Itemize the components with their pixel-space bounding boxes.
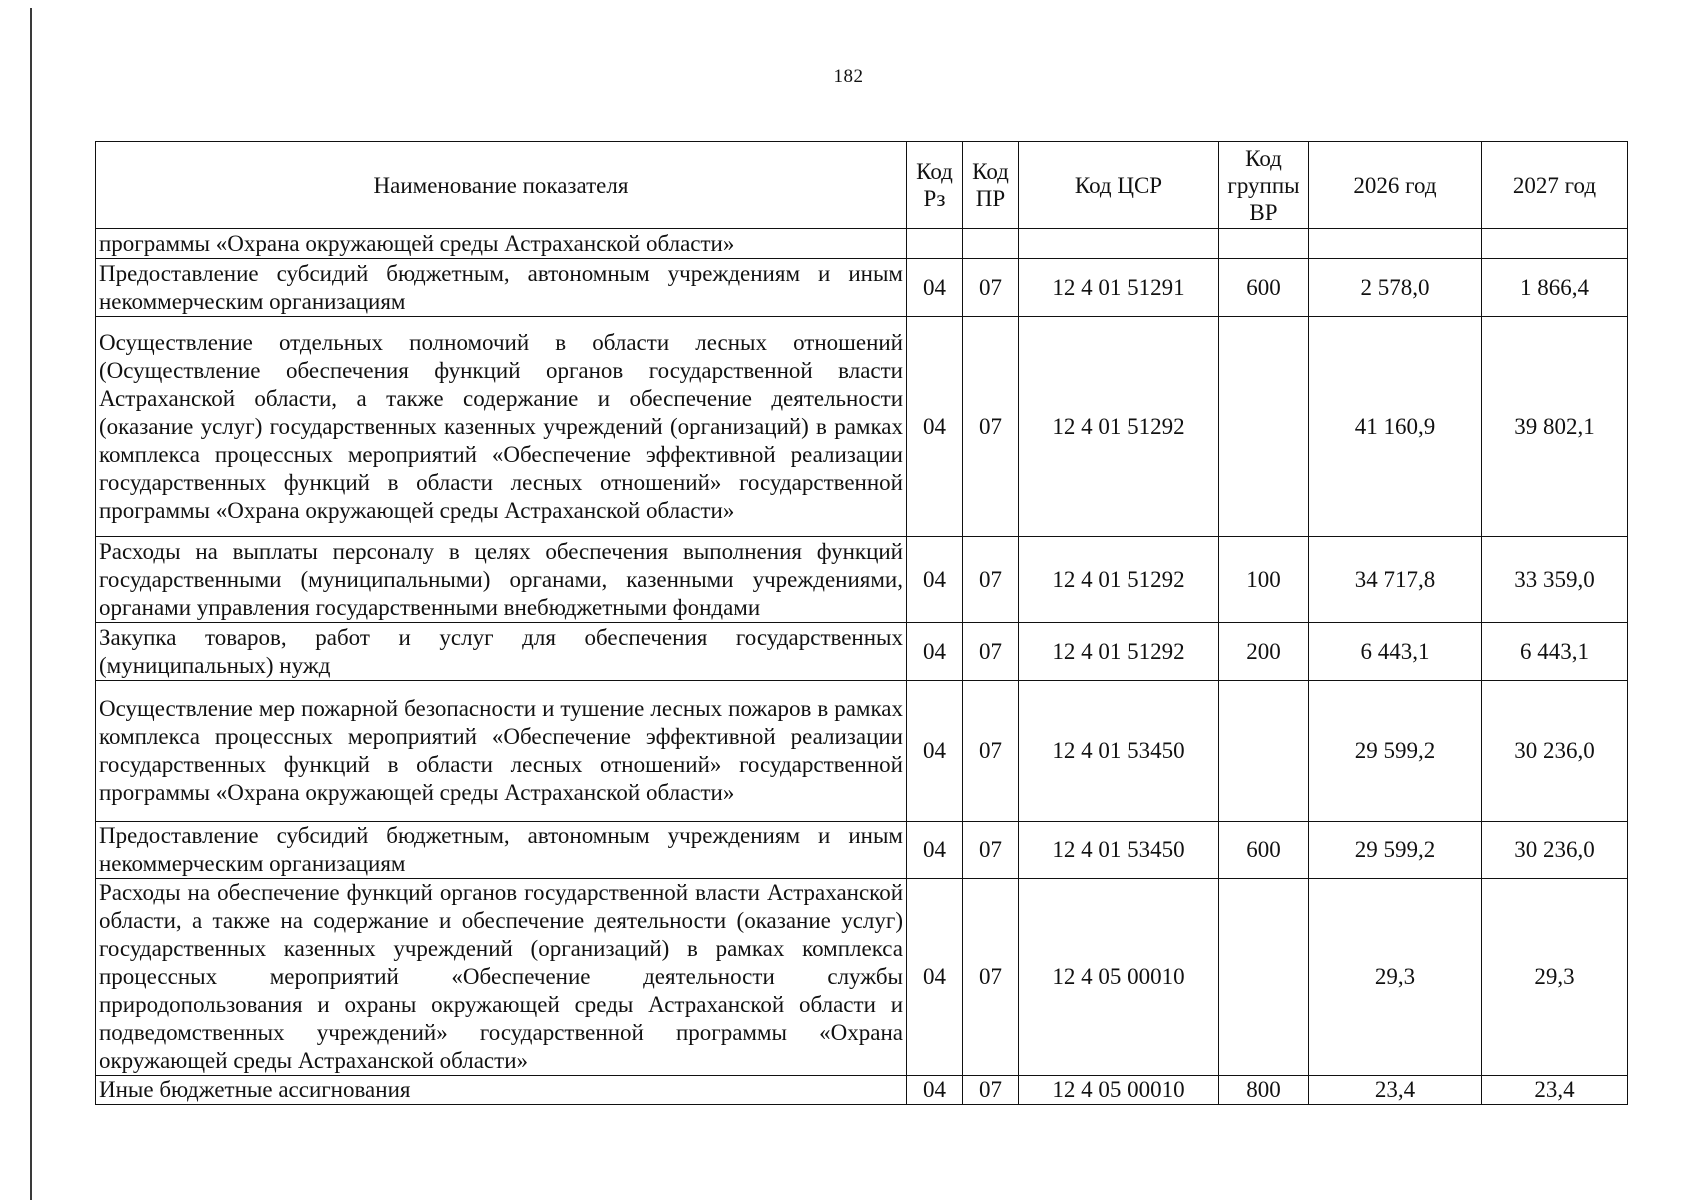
cell-vr	[1219, 681, 1309, 822]
cell-2027: 30 236,0	[1482, 681, 1628, 822]
cell-csr: 12 4 01 51292	[1019, 623, 1219, 681]
budget-table	[95, 141, 1628, 1105]
header-vr: Код группы ВР	[1219, 142, 1309, 229]
header-2027: 2027 год	[1482, 142, 1628, 229]
cell-rz: 04	[907, 537, 963, 623]
table-row	[96, 537, 1628, 623]
cell-csr: 12 4 01 53450	[1019, 822, 1219, 879]
cell-csr: 12 4 01 51292	[1019, 317, 1219, 537]
cell-pr	[963, 229, 1019, 259]
cell-vr	[1219, 229, 1309, 259]
cell-pr: 07	[963, 822, 1019, 879]
cell-name: Иные бюджетные ассигнования	[96, 1076, 907, 1105]
table-row	[96, 681, 1628, 822]
cell-rz: 04	[907, 623, 963, 681]
cell-pr: 07	[963, 623, 1019, 681]
cell-2027: 1 866,4	[1482, 259, 1628, 317]
cell-vr: 800	[1219, 1076, 1309, 1105]
table-row	[96, 259, 1628, 317]
cell-vr	[1219, 317, 1309, 537]
cell-pr: 07	[963, 1076, 1019, 1105]
cell-2027: 6 443,1	[1482, 623, 1628, 681]
cell-vr	[1219, 879, 1309, 1076]
cell-pr: 07	[963, 681, 1019, 822]
cell-2027: 23,4	[1482, 1076, 1628, 1105]
cell-name: Расходы на обеспечение функций органов государственной власти Астраханской области, а также на содержание и обеспечение деятельности (оказание услуг) государственных казенных учреждений (организаций) в рамках комплекса процессных мероприятий «Обеспечение деятельности службы природопользования и охраны окружающей среды Астраханской области и подведомственных учреждений» государственной программы «Охрана окружающей среды Астраханской области»	[96, 879, 907, 1076]
header-csr: Код ЦСР	[1019, 142, 1219, 229]
cell-2026: 41 160,9	[1309, 317, 1482, 537]
cell-rz: 04	[907, 681, 963, 822]
cell-csr: 12 4 05 00010	[1019, 879, 1219, 1076]
cell-csr: 12 4 05 00010	[1019, 1076, 1219, 1105]
cell-name: Закупка товаров, работ и услуг для обеспечения государственных (муниципальных) нужд	[96, 623, 907, 681]
cell-2026: 29 599,2	[1309, 822, 1482, 879]
cell-name: Осуществление мер пожарной безопасности и тушение лесных пожаров в рамках комплекса процессных мероприятий «Обеспечение эффективной реализации государственных функций в области лесных отношений» государственной программы «Охрана окружающей среды Астраханской области»	[96, 681, 907, 822]
cell-pr: 07	[963, 259, 1019, 317]
cell-2026: 2 578,0	[1309, 259, 1482, 317]
cell-name: Расходы на выплаты персоналу в целях обеспечения выполнения функций государственными (муниципальными) органами, казенными учреждениями, органами управления государственными внебюджетными фондами	[96, 537, 907, 623]
cell-2026: 29,3	[1309, 879, 1482, 1076]
cell-vr: 600	[1219, 822, 1309, 879]
cell-2026: 34 717,8	[1309, 537, 1482, 623]
cell-name: Осуществление отдельных полномочий в области лесных отношений (Осуществление обеспечения функций органов государственной власти Астраханской области, а также содержание и обеспечение деятельности (оказание услуг) государственных казенных учреждений (организаций) в рамках комплекса процессных мероприятий «Обеспечение эффективной реализации государственных функций в области лесных отношений» государственной программы «Охрана окружающей среды Астраханской области»	[96, 317, 907, 537]
cell-2026	[1309, 229, 1482, 259]
header-name: Наименование показателя	[96, 142, 907, 229]
cell-vr: 100	[1219, 537, 1309, 623]
cell-2027: 29,3	[1482, 879, 1628, 1076]
cell-rz: 04	[907, 259, 963, 317]
table-row	[96, 229, 1628, 259]
cell-2027: 39 802,1	[1482, 317, 1628, 537]
binding-margin-line	[30, 8, 32, 1200]
cell-2027: 30 236,0	[1482, 822, 1628, 879]
table-row	[96, 822, 1628, 879]
cell-csr: 12 4 01 53450	[1019, 681, 1219, 822]
table-row	[96, 317, 1628, 537]
cell-pr: 07	[963, 537, 1019, 623]
cell-pr: 07	[963, 317, 1019, 537]
cell-2027: 33 359,0	[1482, 537, 1628, 623]
page-number: 182	[833, 66, 864, 87]
cell-rz: 04	[907, 879, 963, 1076]
header-pr: Код ПР	[963, 142, 1019, 229]
cell-rz: 04	[907, 317, 963, 537]
cell-pr: 07	[963, 879, 1019, 1076]
table-row	[96, 1076, 1628, 1105]
cell-2026: 29 599,2	[1309, 681, 1482, 822]
cell-rz: 04	[907, 822, 963, 879]
cell-csr	[1019, 229, 1219, 259]
cell-rz: 04	[907, 1076, 963, 1105]
table-row	[96, 623, 1628, 681]
cell-vr: 200	[1219, 623, 1309, 681]
table-header-row	[96, 142, 1628, 229]
cell-2026: 23,4	[1309, 1076, 1482, 1105]
header-2026: 2026 год	[1309, 142, 1482, 229]
cell-csr: 12 4 01 51291	[1019, 259, 1219, 317]
cell-2027	[1482, 229, 1628, 259]
cell-vr: 600	[1219, 259, 1309, 317]
table-row	[96, 879, 1628, 1076]
cell-name: программы «Охрана окружающей среды Астраханской области»	[96, 229, 907, 259]
cell-name: Предоставление субсидий бюджетным, автономным учреждениям и иным некоммерческим организациям	[96, 822, 907, 879]
header-rz: Код Рз	[907, 142, 963, 229]
cell-rz	[907, 229, 963, 259]
cell-2026: 6 443,1	[1309, 623, 1482, 681]
cell-csr: 12 4 01 51292	[1019, 537, 1219, 623]
cell-name: Предоставление субсидий бюджетным, автономным учреждениям и иным некоммерческим организациям	[96, 259, 907, 317]
